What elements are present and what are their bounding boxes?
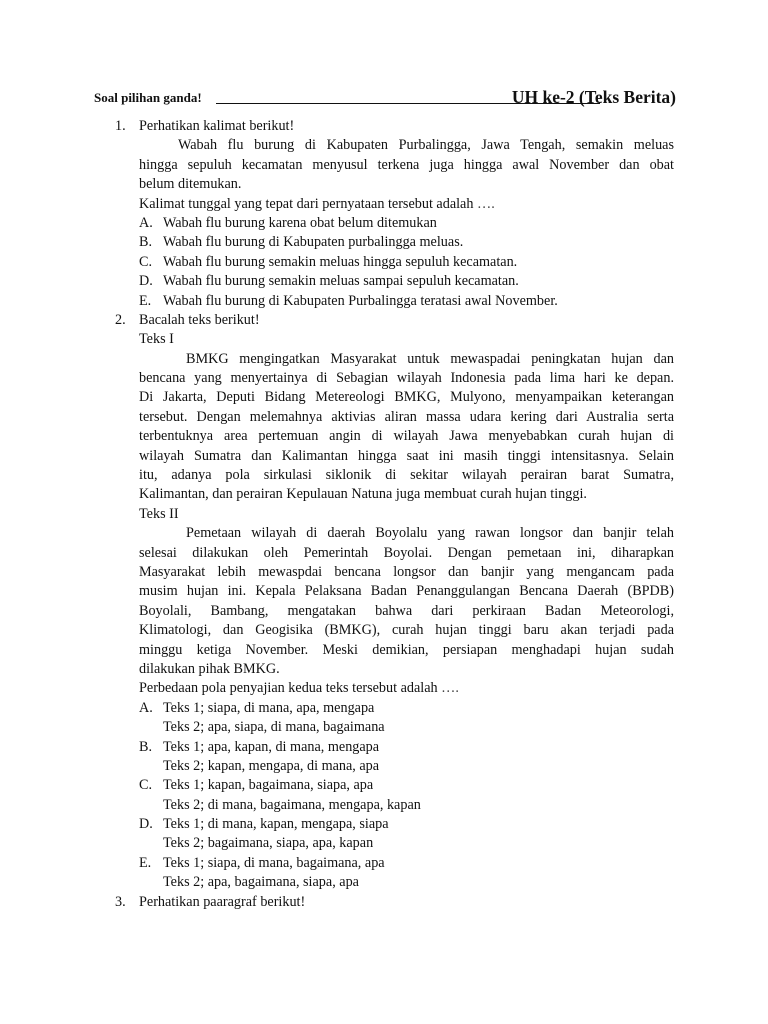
question-list bbox=[0, 117, 768, 912]
option-a[interactable]: A. Wabah flu burung karena obat belum ditemukan bbox=[139, 214, 437, 231]
question-1 bbox=[0, 117, 768, 136]
question-number: 2. bbox=[115, 311, 126, 328]
passage-line: minggu ketiga November. Meski demikian, persiapan menghadapi hujan sudah bbox=[139, 641, 674, 658]
passage-line: bencana yang menyertainya di Sebagian wilayah Indonesia pada lima hari ke depan. bbox=[139, 370, 674, 387]
option-d[interactable]: D. Wabah flu burung semakin meluas sampai sepuluh kecamatan. bbox=[139, 273, 519, 290]
question-prompt: Bacalah teks berikut! bbox=[139, 311, 260, 328]
passage-line: dilakukan pihak BMKG. bbox=[139, 660, 280, 677]
option-e-line2: Teks 2; apa, bagaimana, siapa, apa bbox=[163, 874, 359, 891]
page-header bbox=[94, 88, 676, 110]
question-number: 1. bbox=[115, 118, 126, 134]
passage-line: Masyarakat lebih mewaspdai bencana longsor dan banjir yang mengancam pada bbox=[139, 563, 674, 580]
option-b[interactable]: B. Wabah flu burung di Kabupaten purbalingga meluas. bbox=[139, 234, 464, 251]
question-text: Perbedaan pola penyajian kedua teks tersebut adalah …. bbox=[139, 680, 459, 697]
teks-1-title: Teks I bbox=[139, 331, 174, 348]
option-c[interactable]: C. Wabah flu burung semakin meluas hingga sepuluh kecamatan. bbox=[139, 253, 518, 270]
passage-line: itu, adanya pola sirkulasi siklonik di sekitar wilayah perairan barat Sumatra, bbox=[139, 467, 674, 484]
option-b-line2: Teks 2; kapan, mengapa, di mana, apa bbox=[163, 757, 380, 774]
question-prompt: Perhatikan kalimat berikut! bbox=[139, 118, 295, 134]
option-a-line2: Teks 2; apa, siapa, di mana, bagaimana bbox=[163, 719, 385, 736]
passage-line: Boyolali, Bambang, mengatakan bahwa dari perkiraan Badan Meteorologi, bbox=[139, 602, 674, 619]
option-d-line2: Teks 2; bagaimana, siapa, apa, kapan bbox=[163, 835, 374, 852]
passage-line: Pemetaan wilayah di daerah Boyolalu yang rawan longsor dan banjir telah bbox=[186, 525, 674, 542]
option-e[interactable]: E. Teks 1; siapa, di mana, bagaimana, apa bbox=[139, 854, 385, 871]
header-instruction: Soal pilihan ganda! bbox=[94, 90, 202, 105]
option-b[interactable]: B. Teks 1; apa, kapan, di mana, mengapa bbox=[139, 738, 380, 755]
passage-line: terbentuknya area pertemuan angin di wilayah Jawa menyebabkan curah hujan di bbox=[139, 428, 674, 445]
question-2 bbox=[0, 311, 768, 330]
passage-line: Wabah flu burung di Kabupaten Purbalingga, Jawa Tengah, semakin meluas bbox=[178, 137, 674, 154]
passage-line: BMKG mengingatkan Masyarakat untuk mewaspadai peningkatan hujan dan bbox=[186, 350, 674, 367]
question-prompt: Perhatikan paaragraf berikut! bbox=[139, 893, 306, 910]
option-c[interactable]: C. Teks 1; kapan, bagaimana, siapa, apa bbox=[139, 777, 374, 794]
passage-line: Kalimantan, dan perairan Kepulauan Natuna juga membuat curah hujan tinggi. bbox=[139, 486, 587, 503]
option-d[interactable]: D. Teks 1; di mana, kapan, mengapa, siapa bbox=[139, 816, 389, 833]
option-a[interactable]: A. Teks 1; siapa, di mana, apa, mengapa bbox=[139, 699, 375, 716]
question-number: 3. bbox=[115, 893, 126, 910]
passage-line: Klimatologi, dan Geogisika (BMKG), curah hujan tinggi baru akan terjadi pada bbox=[139, 622, 674, 639]
passage-line: selesai dilakukan oleh Pemerintah Boyolai. Dengan pemetaan ini, diharapkan bbox=[139, 544, 674, 561]
passage-line: musim hujan ini. Kepala Pelaksana Badan Penanggulangan Bencana Daerah (BPDB) bbox=[139, 583, 674, 600]
teks-2-title: Teks II bbox=[139, 505, 179, 522]
passage-line: tersebut. Dengan melemahnya aktivias aliran massa udara kering dari Australia serta bbox=[139, 408, 674, 425]
question-3 bbox=[0, 893, 768, 912]
passage-line: hingga sepuluh kecamatan menyusul terkena juga hingga awal November dan obat bbox=[139, 156, 674, 173]
passage-line: Di Jakarta, Deputi Bidang Metereologi BMKG, Mulyono, menyampaikan keterangan bbox=[139, 389, 674, 406]
option-c-line2: Teks 2; di mana, bagaimana, mengapa, kapan bbox=[163, 796, 421, 813]
passage-line: belum ditemukan. bbox=[139, 176, 242, 193]
passage-line: wilayah Sumatra dan Kalimantan hingga saat ini masih tinggi intensitasnya. Selain bbox=[139, 447, 674, 464]
option-e[interactable]: E. Wabah flu burung di Kabupaten Purbalingga teratasi awal November. bbox=[139, 292, 558, 309]
header-title: UH ke-2 (Teks Berita) bbox=[511, 87, 676, 107]
question-text: Kalimat tunggal yang tepat dari pernyataan tersebut adalah …. bbox=[139, 195, 495, 212]
